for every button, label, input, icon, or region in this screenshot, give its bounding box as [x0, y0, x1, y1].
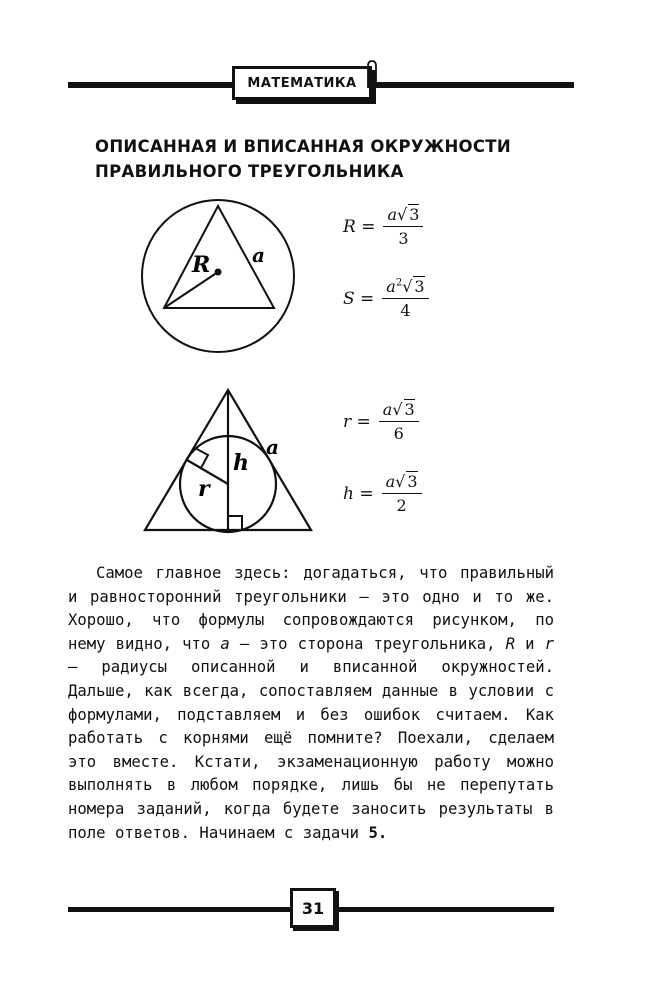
- footer-rule-left: [68, 907, 290, 912]
- radius-label-R: R: [192, 252, 211, 278]
- side-label-a: a: [252, 243, 265, 267]
- section-title-line-2: ПРАВИЛЬНОГО ТРЕУГОЛЬНИКА: [95, 162, 404, 181]
- inscribed-circle-diagram: [140, 388, 320, 538]
- radius-label-r: r: [198, 476, 210, 502]
- footer-rule-right: [338, 907, 554, 912]
- section-title: [95, 134, 575, 184]
- subject-label: МАТЕМАТИКА: [232, 66, 372, 100]
- body-paragraph: Самое главное здесь: догадаться, что правильный и равносторонний треугольники — это одно и то же. Хорошо, что формулы сопровождаются рисунком, по нему видно, что a — это сторона треугольника, R и r — радиусы описанной и вписанной окружностей. Дальше, как всегда, сопоставляем данные в условии с формулами, подставляем и без ошибок считаем. Как работать с корнями ещё помните? Поехали, сделаем это вместе. Кстати, экзаменационную работу можно выполнять в любом порядке, лишь бы не перепутать номера заданий, когда будете заносить результаты в поле ответов. Начинаем с задачи 5.: [68, 564, 555, 842]
- paperclip-icon: [360, 58, 382, 92]
- height-label-h: h: [233, 450, 249, 476]
- page-number: 31: [290, 888, 336, 928]
- circumscribed-circle-diagram: [140, 196, 300, 356]
- formula-h: h = $\frac{a√ 3}{2}$: [343, 472, 422, 515]
- section-title-line-1: ОПИСАННАЯ И ВПИСАННАЯ ОКРУЖНОСТИ: [95, 137, 511, 156]
- formula-S: S = $\frac{a^2√ 3}{4}$: [343, 277, 429, 320]
- formula-R: R = $\frac{a√ 3}{3}$: [343, 205, 423, 248]
- task-number: 5.: [368, 823, 388, 842]
- side-label-a: a: [266, 435, 279, 459]
- formula-r: r = $\frac{a√ 3}{6}$: [343, 400, 419, 443]
